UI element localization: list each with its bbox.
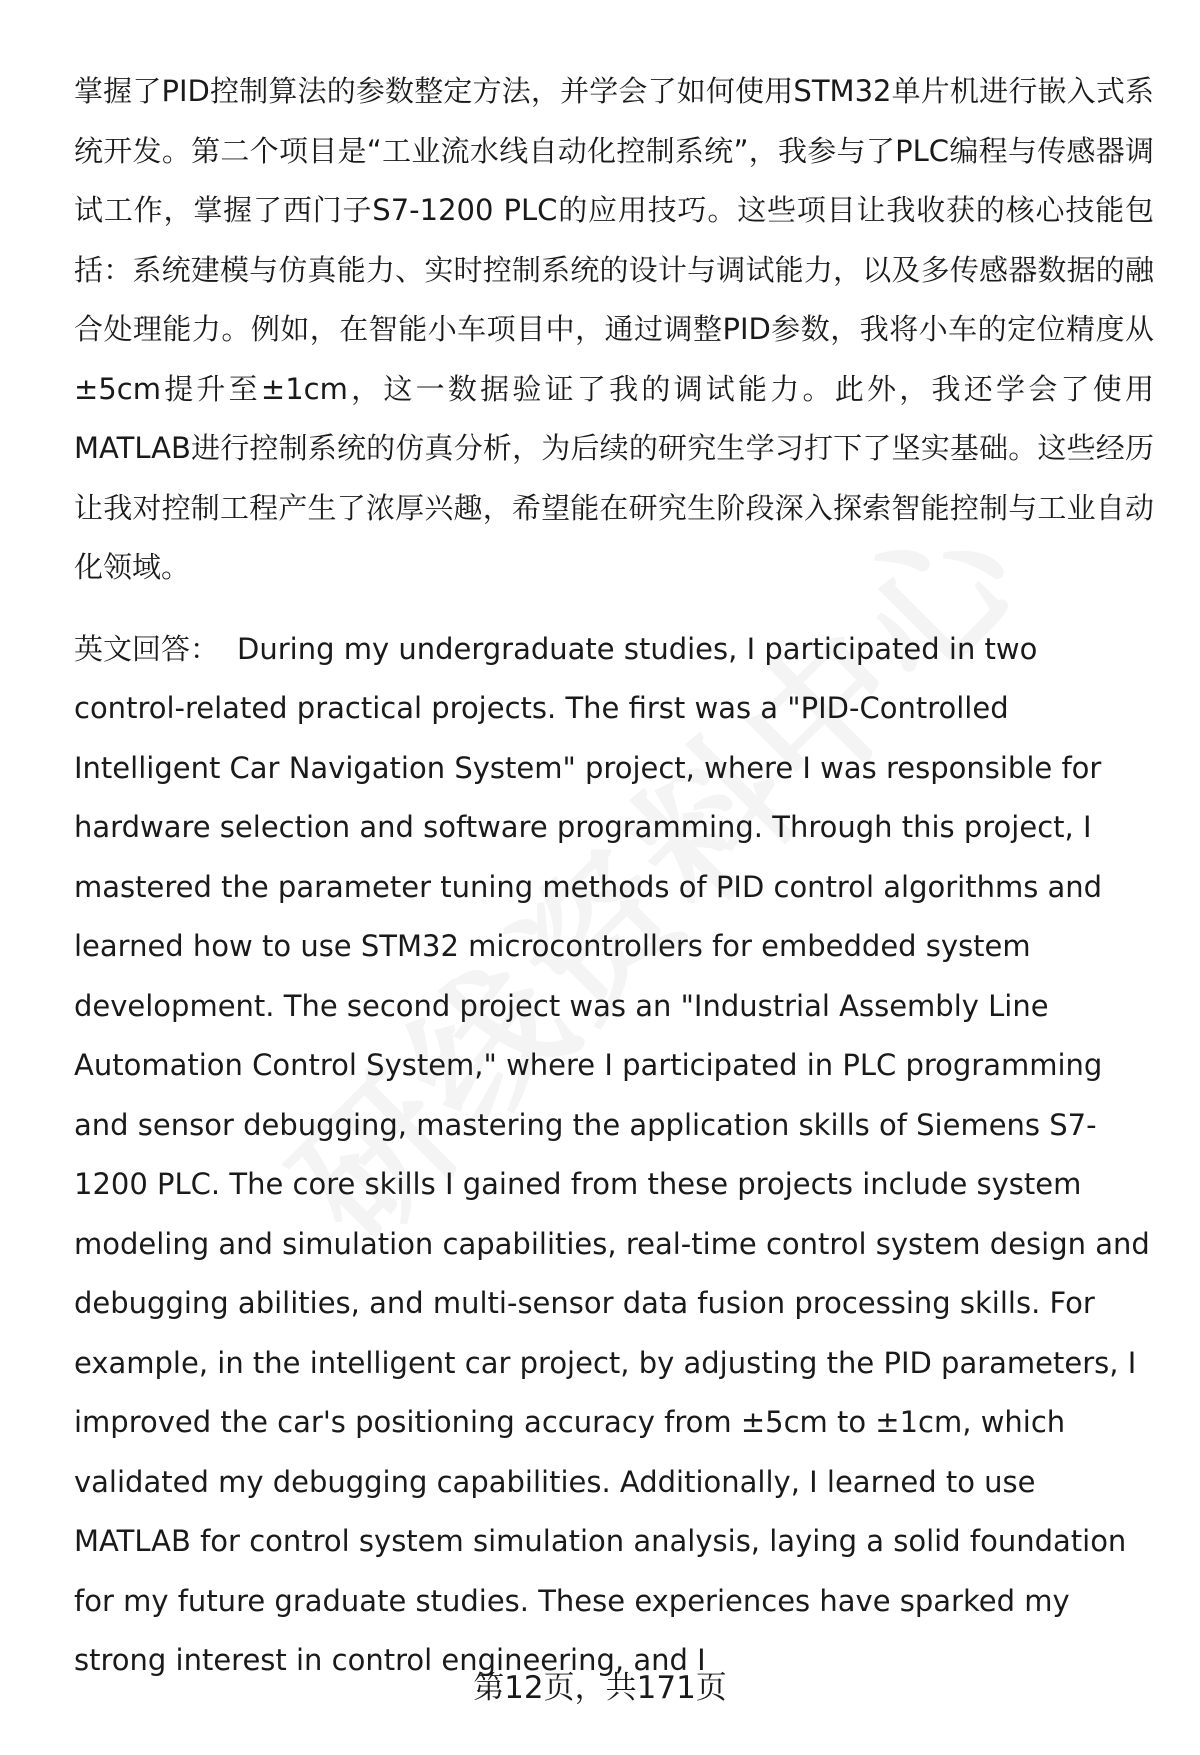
english-answer-text: During my undergraduate studies, I participated in two control-related practical projects. The first was a "PID-Controlled Intelligent Car Navigation System" project, where I was responsible for hardware selection and software programming. Through this project, I mastered the parameter tuning methods of PID control algorithms and learned how to use STM32 microcontrollers for embedded system development. The second project was an "Industrial Assembly Line Automation Control System," where I participated in PLC programming and sensor debugging, mastering the application skills of Siemens S7-1200 PLC. The core skills I gained from these projects include system modeling and simulation capabilities, real-time control system design and debugging abilities, and multi-sensor data fusion processing skills. For example, in the intelligent car project, by adjusting the PID parameters, I improved the car's positioning accuracy from ±5cm to ±1cm, which validated my debugging capabilities. Additionally, I learned to use MATLAB for control system simulation analysis, laying a solid foundation for my future graduate studies. These experiences have sparked my strong interest in control engineering, and I: [74, 631, 1150, 1677]
english-answer-label: 英文回答：: [74, 631, 220, 666]
document-body: [74, 62, 1154, 1691]
english-answer-paragraph: [74, 620, 1154, 1691]
page-number-footer: 第12页，共171页: [473, 1670, 727, 1706]
chinese-answer-paragraph: 掌握了PID控制算法的参数整定方法，并学会了如何使用STM32单片机进行嵌入式系统开发。第二个项目是“工业流水线自动化控制系统”，我参与了PLC编程与传感器调试工作，掌握了西门子S7-1200 PLC的应用技巧。这些项目让我收获的核心技能包括：系统建模与仿真能力、实时控制系统的设计与调试能力，以及多传感器数据的融合处理能力。例如，在智能小车项目中，通过调整PID参数，我将小车的定位精度从±5cm提升至±1cm，这一数据验证了我的调试能力。此外，我还学会了使用MATLAB进行控制系统的仿真分析，为后续的研究生学习打下了坚实基础。这些经历让我对控制工程产生了浓厚兴趣，希望能在研究生阶段深入探索智能控制与工业自动化领域。: [74, 74, 1154, 584]
